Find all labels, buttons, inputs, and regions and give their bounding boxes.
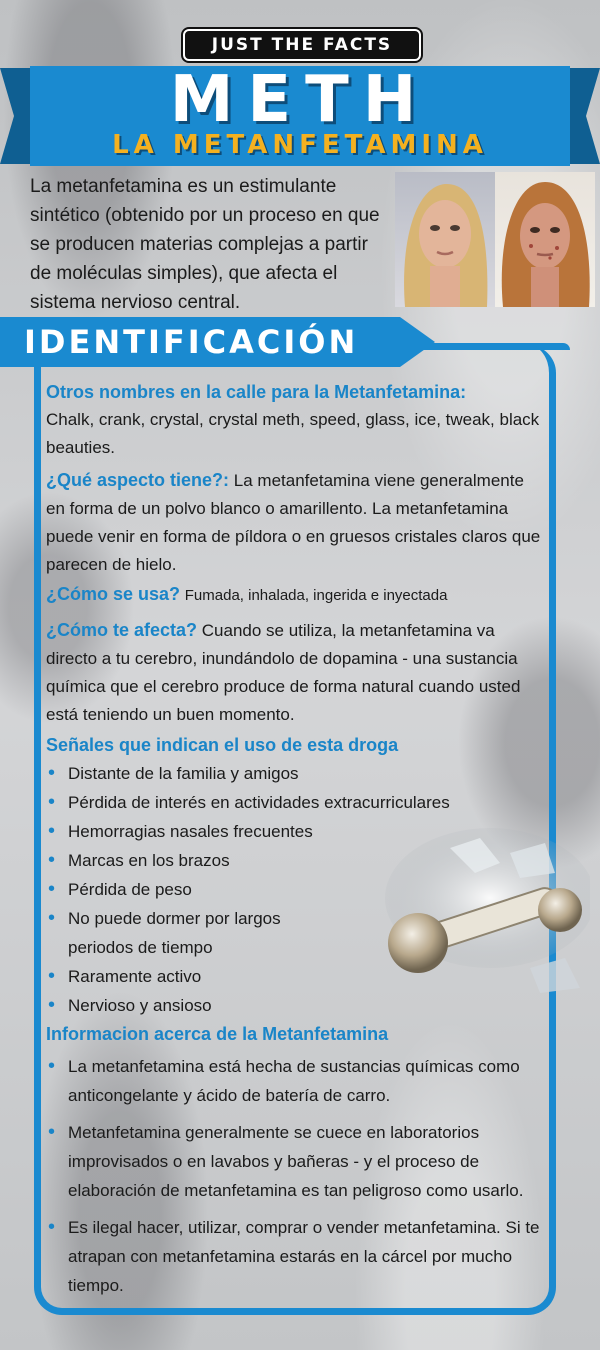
- appearance-label: ¿Qué aspecto tiene?:: [46, 470, 230, 490]
- effect-label: ¿Cómo te afecta?: [46, 620, 198, 640]
- street-names-block: [46, 378, 546, 462]
- info-list: [46, 1052, 546, 1300]
- list-item: • Raramente activo: [46, 962, 386, 991]
- list-item: • No puede dormer por largos periodos de tiempo: [46, 904, 318, 962]
- intro-paragraph: La metanfetamina es un estimulante sintético (obtenido por un proceso en que se producen materias complejas a partir de moléculas simples), que afecta el sistema nervioso central.: [30, 176, 380, 313]
- info-heading: Informacion acerca de la Metanfetamina: [46, 1024, 389, 1044]
- list-item: • Metanfetamina generalmente se cuece en laboratorios improvisados o en lavabos y bañeras - y el proceso de elaboración de metanfetamina es tan peligroso como usarlo.: [46, 1118, 546, 1205]
- effect-block: [46, 616, 546, 729]
- appearance-block: [46, 466, 546, 579]
- list-item: • Hemorragias nasales frecuentes: [46, 817, 386, 846]
- portrait-after-image: [495, 172, 595, 307]
- info-block: [46, 1020, 546, 1300]
- signs-list: [46, 759, 450, 1020]
- usage-label: ¿Cómo se usa?: [46, 584, 181, 604]
- street-names-label: Otros nombres en la calle para la Metanfetamina:: [46, 382, 467, 402]
- effect-text: Cuando se utiliza, la metanfetamina va directo a tu cerebro, inundándolo de dopamina - una sustancia química que el cerebro produce de forma natural cuando usted está teniendo un buen momento.: [46, 621, 521, 724]
- street-names-text: Chalk, crank, crystal, crystal meth, speed, glass, ice, tweak, black beauties.: [46, 410, 540, 457]
- usage-block: [46, 580, 546, 610]
- list-item: • Distante de la familia y amigos: [46, 759, 386, 788]
- appearance-text: La metanfetamina viene generalmente en forma de un polvo blanco o amarillento. La metanfetamina puede venir en forma de píldora o en gruesos cristales claros que parecen de hielo.: [46, 471, 541, 574]
- list-item: • Marcas en los brazos: [46, 846, 386, 875]
- page-subtitle: LA METANFETAMINA: [112, 130, 488, 160]
- just-the-facts-tag: JUST THE FACTS: [183, 29, 421, 61]
- page-title: METH: [169, 63, 431, 137]
- signs-block: [46, 731, 450, 1020]
- list-item: • Nervioso y ansioso: [46, 991, 386, 1020]
- section-title: IDENTIFICACIÓN: [24, 323, 359, 361]
- list-item: • Es ilegal hacer, utilizar, comprar o vender metanfetamina. Si te atrapan con metanfetamina estarás en la cárcel por mucho tiempo.: [46, 1213, 546, 1300]
- list-item: • La metanfetamina está hecha de sustancias químicas como anticongelante y ácido de batería de carro.: [46, 1052, 546, 1110]
- before-after-photos: [395, 172, 595, 307]
- portrait-before-image: [395, 172, 495, 307]
- list-item: • Pérdida de peso: [46, 875, 386, 904]
- list-item: • Pérdida de interés en actividades extracurriculares: [46, 788, 538, 817]
- meth-pipe-image: [380, 828, 590, 998]
- signs-heading: Señales que indican el uso de esta droga: [46, 735, 399, 755]
- usage-text: Fumada, inhalada, ingerida e inyectada: [184, 587, 448, 604]
